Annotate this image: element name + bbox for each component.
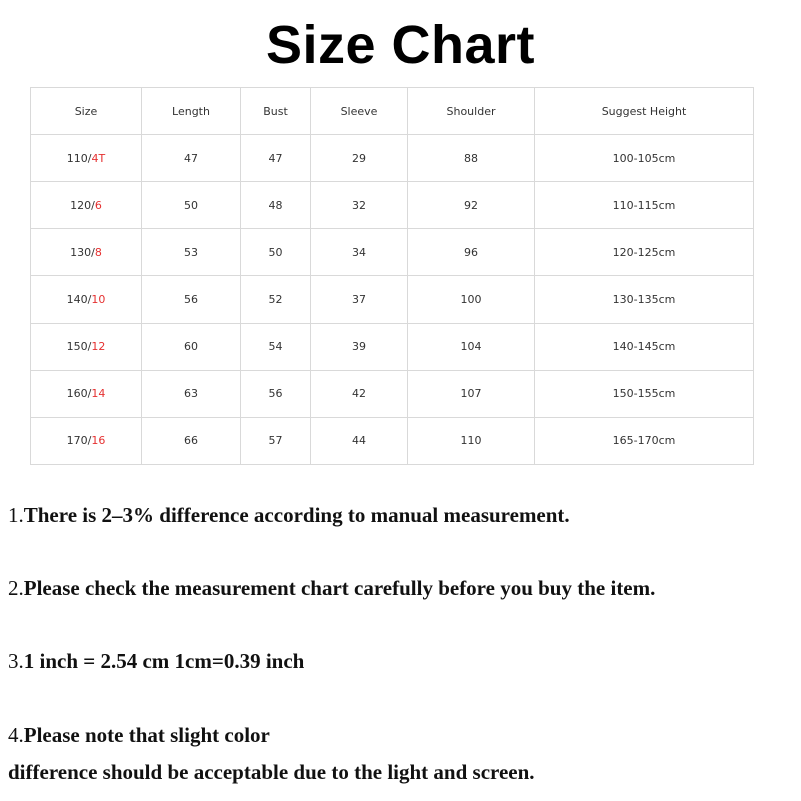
cell-height: 120-125cm [535, 229, 754, 276]
cell-height: 110-115cm [535, 182, 754, 229]
cell-shoulder: 110 [408, 417, 535, 464]
cell-sleeve: 32 [311, 182, 408, 229]
size-age: 16 [91, 434, 106, 448]
header-sleeve: Sleeve [311, 88, 408, 135]
cell-bust: 57 [241, 417, 311, 464]
header-size: Size [31, 88, 142, 135]
page-title: Size Chart [265, 15, 536, 75]
note-text: There is 2–3% difference according to manual measurement. [23, 503, 570, 527]
cell-bust: 54 [241, 323, 311, 370]
note-number: 1. [8, 503, 24, 527]
cell-shoulder: 104 [408, 323, 535, 370]
size-cm: 160/ [66, 387, 92, 401]
cell-sleeve: 29 [311, 135, 408, 182]
table-row [31, 182, 754, 229]
cell-bust: 56 [241, 370, 311, 417]
cell-bust: 47 [241, 135, 311, 182]
note-number: 3. [8, 649, 24, 673]
cell-size [31, 229, 142, 276]
table-row [31, 417, 754, 464]
size-chart-table [30, 87, 754, 465]
cell-sleeve: 34 [311, 229, 408, 276]
note-text: Please check the measurement chart carefully before you buy the item. [23, 576, 656, 600]
cell-shoulder: 96 [408, 229, 535, 276]
table-row [31, 370, 754, 417]
cell-length: 53 [142, 229, 241, 276]
cell-size [31, 417, 142, 464]
cell-shoulder: 107 [408, 370, 535, 417]
cell-length: 47 [142, 135, 241, 182]
cell-bust: 52 [241, 276, 311, 323]
table-row [31, 276, 754, 323]
header-length: Length [142, 88, 241, 135]
cell-size [31, 323, 142, 370]
header-shoulder: Shoulder [408, 88, 535, 135]
note-1 [8, 502, 570, 528]
cell-height: 100-105cm [535, 135, 754, 182]
cell-sleeve: 37 [311, 276, 408, 323]
cell-bust: 48 [241, 182, 311, 229]
cell-sleeve: 44 [311, 417, 408, 464]
note-3 [8, 648, 304, 674]
cell-shoulder: 100 [408, 276, 535, 323]
cell-bust: 50 [241, 229, 311, 276]
note-4-continued [8, 759, 535, 785]
cell-height: 165-170cm [535, 417, 754, 464]
note-2 [8, 575, 655, 601]
table-header-row [31, 88, 754, 135]
size-age: 14 [91, 387, 106, 401]
size-age: 4T [91, 151, 106, 165]
size-age: 6 [94, 198, 102, 212]
note-text: 1 inch = 2.54 cm 1cm=0.39 inch [23, 649, 305, 673]
size-age: 8 [94, 245, 102, 259]
size-cm: 130/ [70, 245, 95, 259]
size-age: 10 [91, 292, 106, 306]
cell-shoulder: 88 [408, 135, 535, 182]
note-text: Please note that slight color [23, 723, 270, 747]
table-row [31, 323, 754, 370]
cell-shoulder: 92 [408, 182, 535, 229]
cell-height: 130-135cm [535, 276, 754, 323]
cell-sleeve: 42 [311, 370, 408, 417]
size-age: 12 [91, 340, 106, 354]
note-4 [8, 722, 270, 748]
note-text: difference should be acceptable due to the light and screen. [8, 760, 535, 784]
cell-length: 56 [142, 276, 241, 323]
cell-size [31, 135, 142, 182]
cell-height: 140-145cm [535, 323, 754, 370]
table-row [31, 229, 754, 276]
cell-sleeve: 39 [311, 323, 408, 370]
note-number: 2. [8, 576, 24, 600]
cell-size [31, 182, 142, 229]
size-cm: 110/ [66, 151, 92, 165]
cell-size [31, 276, 142, 323]
cell-length: 66 [142, 417, 241, 464]
cell-size [31, 370, 142, 417]
header-suggest-height: Suggest Height [535, 88, 754, 135]
cell-length: 60 [142, 323, 241, 370]
size-cm: 120/ [70, 198, 95, 212]
size-cm: 170/ [66, 434, 92, 448]
note-number: 4. [8, 723, 24, 747]
size-cm: 140/ [66, 292, 92, 306]
size-cm: 150/ [66, 340, 92, 354]
header-bust: Bust [241, 88, 311, 135]
cell-length: 63 [142, 370, 241, 417]
cell-length: 50 [142, 182, 241, 229]
cell-height: 150-155cm [535, 370, 754, 417]
table-row [31, 135, 754, 182]
